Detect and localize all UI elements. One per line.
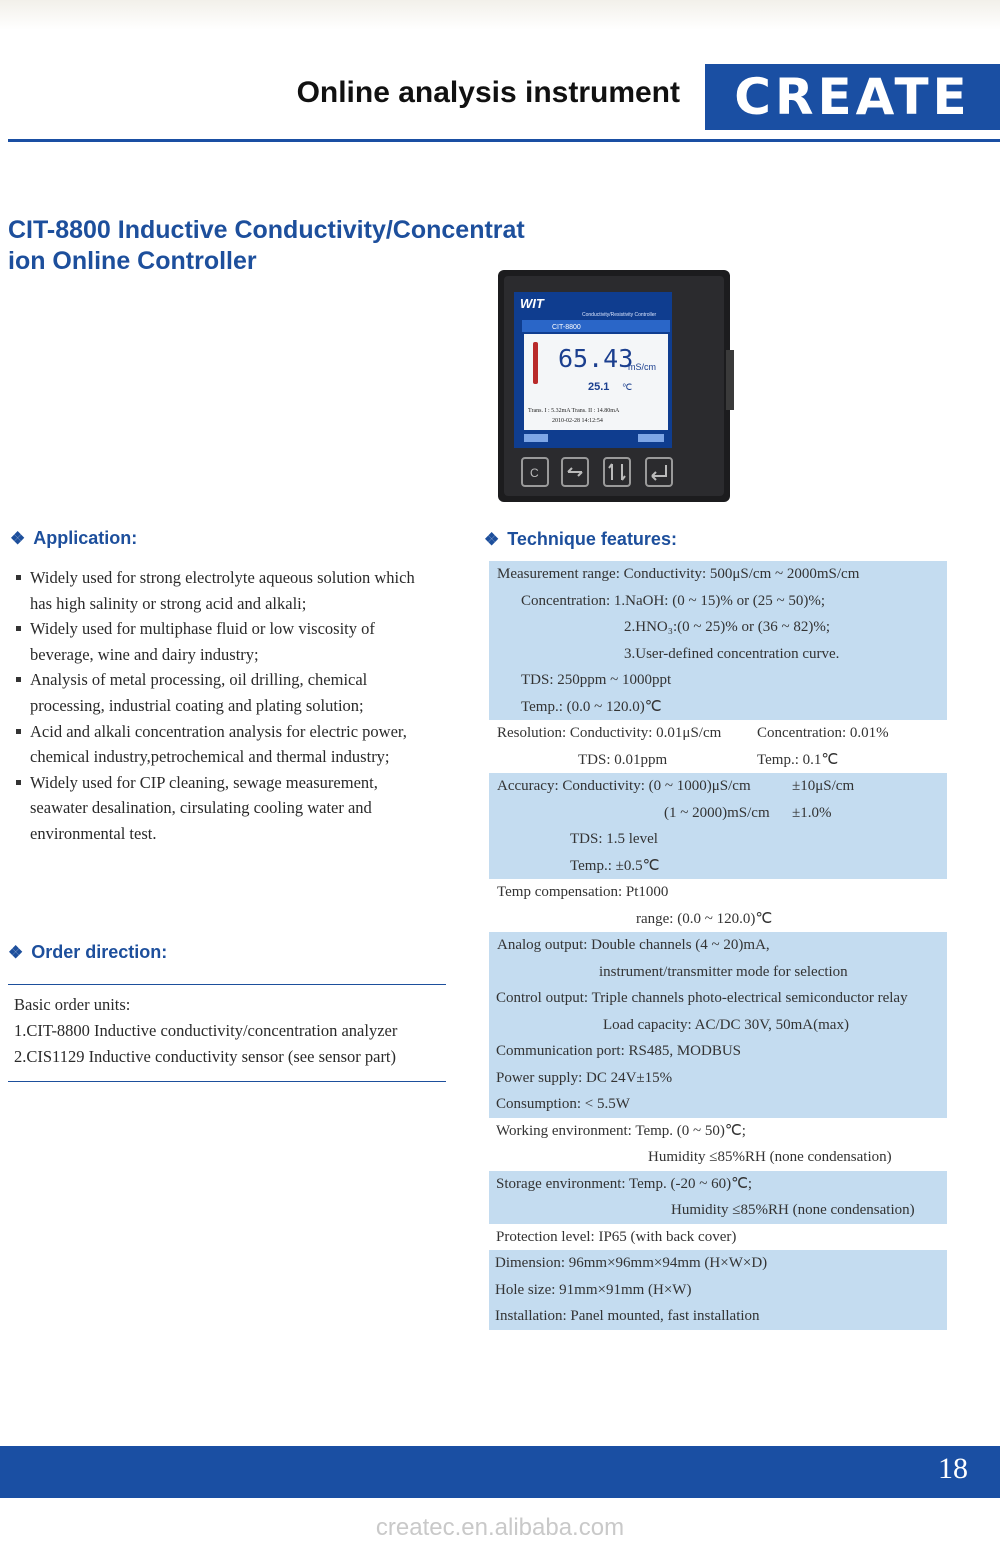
technique-row: [489, 1197, 947, 1224]
screen-datetime: 2010-02-28 14:12:54: [552, 418, 603, 424]
technique-heading-text: Technique features:: [507, 529, 677, 549]
page-header-title: Online analysis instrument: [296, 76, 680, 109]
application-item: [14, 565, 464, 616]
technique-text: Temp.: 0.1℃: [757, 751, 839, 768]
screen-model: CIT-8800: [552, 324, 581, 331]
application-list: [14, 565, 464, 847]
technique-text: 3.User-defined concentration curve.: [624, 645, 840, 662]
technique-row: [489, 826, 947, 853]
page-number: 18: [938, 1452, 968, 1485]
controller-device-graphic: [498, 270, 734, 502]
technique-row: [489, 932, 947, 959]
screen-temp: 25.1: [588, 381, 610, 393]
order-line: 1.CIT-8800 Inductive conductivity/concentration analyzer: [14, 1021, 398, 1040]
order-units-block: [14, 992, 454, 1070]
technique-text: Temp.: (0.0 ~ 120.0)℃: [521, 698, 662, 715]
technique-text: instrument/transmitter mode for selection: [599, 963, 848, 980]
technique-row: [489, 747, 947, 774]
application-heading: [10, 528, 137, 549]
application-item-line: Widely used for CIP cleaning, sewage measurement,: [30, 772, 378, 792]
technique-row: [489, 720, 947, 747]
technique-row: [489, 694, 947, 721]
screen-temp-unit: ℃: [622, 382, 633, 392]
technique-text: Dimension: 96mm×96mm×94mm (H×W×D): [495, 1255, 768, 1271]
technique-text: Concentration: 0.01%: [757, 725, 889, 741]
technique-text: Resolution: Conductivity: 0.01μS/cm: [497, 725, 722, 741]
technique-text: 2.HNO₃:(0 ~ 25)% or (36 ~ 82)%;: [624, 619, 831, 635]
technique-text: Analog output: Double channels (4 ~ 20)mA,: [497, 937, 770, 953]
technique-text: Communication port: RS485, MODBUS: [496, 1043, 742, 1059]
technique-text: ±1.0%: [792, 804, 832, 821]
technique-text: Protection level: IP65 (with back cover): [496, 1228, 737, 1245]
thermometer-icon: [533, 342, 538, 384]
technique-text: Installation: Panel mounted, fast installation: [495, 1308, 760, 1324]
application-heading-text: Application:: [33, 528, 138, 548]
technique-text: range: (0.0 ~ 120.0)℃: [636, 910, 773, 927]
technique-text: ±10μS/cm: [792, 778, 855, 794]
diamond-bullet-icon: ❖: [484, 530, 500, 549]
technique-text: (1 ~ 2000)mS/cm: [664, 804, 770, 821]
diamond-bullet-icon: ❖: [10, 529, 26, 548]
technique-text: Hole size: 91mm×91mm (H×W): [495, 1281, 692, 1298]
product-title-line2: ion Online Controller: [8, 247, 257, 275]
screen-trans: Trans. I : 5.32mA Trans. II : 14.80mA: [528, 408, 620, 414]
technique-text: Working environment: Temp. (0 ~ 50)℃;: [496, 1122, 746, 1139]
technique-row: [489, 1012, 947, 1039]
technique-row: [489, 906, 947, 933]
create-logo: [705, 64, 1000, 130]
technique-row: [489, 1144, 947, 1171]
technique-row: [489, 1224, 947, 1251]
technique-row: [489, 614, 947, 641]
screen-caption: Conductivity/Resistivity Controller: [582, 312, 657, 318]
technique-text: TDS: 250ppm ~ 1000ppt: [521, 672, 672, 688]
application-item-line: environmental test.: [30, 823, 157, 843]
technique-text: Load capacity: AC/DC 30V, 50mA(max): [603, 1016, 849, 1033]
logo-text: CREATE: [734, 68, 971, 126]
technique-row: [489, 1091, 947, 1118]
technique-text: TDS: 0.01ppm: [578, 751, 668, 768]
technique-features-table: [489, 561, 947, 1330]
technique-row: [489, 853, 947, 880]
product-title-line1: CIT-8800 Inductive Conductivity/Concentrat: [8, 216, 525, 244]
application-item: [14, 770, 464, 847]
technique-text: Measurement range: Conductivity: 500μS/cm ~ 2000mS/cm: [497, 566, 860, 582]
technique-text: Temp.: ±0.5℃: [570, 857, 660, 874]
footer-bar: [0, 1446, 1000, 1498]
technique-row: [489, 588, 947, 615]
technique-row: [489, 667, 947, 694]
technique-row: [489, 1065, 947, 1092]
technique-row: [489, 1250, 947, 1277]
application-item-line: chemical industry,petrochemical and thermal industry;: [30, 747, 390, 767]
screen-unit: mS/cm: [628, 362, 656, 372]
order-line: Basic order units:: [14, 995, 131, 1014]
application-item-line: seawater desalination, cirsulating cooling water and: [30, 798, 372, 818]
technique-row: [489, 1038, 947, 1065]
application-item-line: Acid and alkali concentration analysis for electric power,: [30, 721, 407, 741]
application-item-line: processing, industrial coating and plating solution;: [30, 695, 364, 715]
technique-text: Humidity ≤85%RH (none condensation): [648, 1149, 892, 1165]
technique-text: Temp compensation: Pt1000: [497, 884, 669, 900]
technique-text: TDS: 1.5 level: [570, 831, 658, 847]
order-rule-top: [8, 984, 446, 985]
application-item-line: has high salinity or strong acid and alkali;: [30, 593, 307, 613]
technique-text: Consumption: < 5.5W: [496, 1096, 630, 1112]
controller-device-image: [498, 270, 734, 502]
technique-text: Accuracy: Conductivity: (0 ~ 1000)μS/cm: [497, 778, 751, 794]
technique-row: [489, 1303, 947, 1330]
application-item-line: Widely used for multiphase fluid or low viscosity of: [30, 619, 375, 639]
order-heading-text: Order direction:: [31, 942, 168, 962]
application-item-line: Analysis of metal processing, oil drilling, chemical: [30, 670, 368, 690]
screen-brand: WIT: [520, 296, 544, 311]
header-rule: [8, 139, 1000, 142]
order-heading: [8, 942, 167, 963]
application-item: [14, 667, 464, 718]
technique-row: [489, 641, 947, 668]
diamond-bullet-icon: ❖: [8, 943, 24, 962]
order-rule-bottom: [8, 1081, 446, 1082]
technique-row: [489, 959, 947, 986]
technique-row: [489, 1277, 947, 1304]
application-item-line: beverage, wine and dairy industry;: [30, 644, 259, 664]
technique-row: [489, 985, 947, 1012]
watermark: createc.en.alibaba.com: [375, 1514, 625, 1541]
top-scan-strip: [0, 0, 1000, 30]
technique-text: Storage environment: Temp. (-20 ~ 60)℃;: [496, 1175, 753, 1192]
technique-text: Concentration: 1.NaOH: (0 ~ 15)% or (25 ~ 50)%;: [521, 592, 826, 609]
application-item: [14, 616, 464, 667]
product-title: [8, 215, 548, 277]
screen-value: 65.43: [558, 344, 634, 373]
technique-row: [489, 879, 947, 906]
order-line: 2.CIS1129 Inductive conductivity sensor (see sensor part): [14, 1047, 397, 1066]
technique-heading: [484, 529, 677, 550]
technique-text: Humidity ≤85%RH (none condensation): [671, 1202, 915, 1218]
key-c-label: C: [530, 466, 539, 480]
technique-row: [489, 1118, 947, 1145]
technique-row: [489, 561, 947, 588]
application-item-line: Widely used for strong electrolyte aqueous solution which: [30, 568, 415, 587]
technique-row: [489, 773, 947, 800]
application-item: [14, 719, 464, 770]
technique-row: [489, 800, 947, 827]
technique-row: [489, 1171, 947, 1198]
technique-text: Power supply: DC 24V±15%: [496, 1069, 673, 1086]
technique-text: Control output: Triple channels photo-electrical semiconductor relay: [496, 990, 908, 1006]
